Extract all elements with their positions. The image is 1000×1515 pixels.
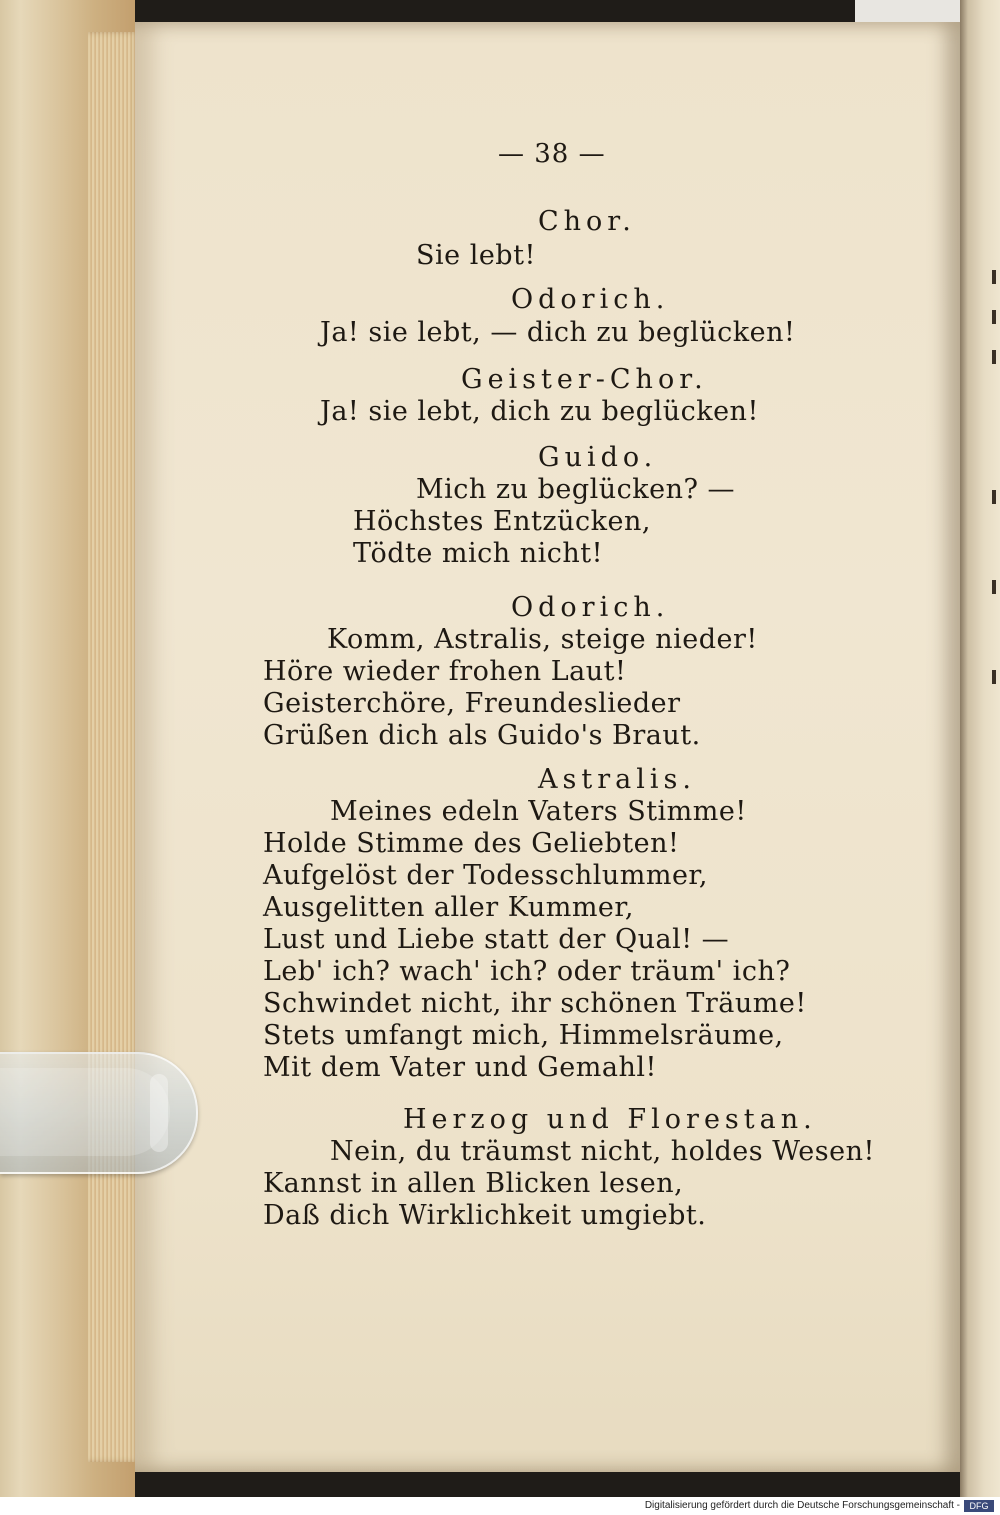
verse-line: Kannst in allen Blicken lesen, [263, 1168, 684, 1199]
speaker-heading: Guido. [538, 442, 658, 473]
verse-line: Lust und Liebe statt der Qual! — [263, 924, 730, 955]
verse-line: Leb' ich? wach' ich? oder träum' ich? [263, 956, 791, 987]
verse-line: Mit dem Vater und Gemahl! [263, 1052, 657, 1083]
background-corner [855, 0, 960, 22]
dfg-logo: DFG [964, 1500, 994, 1512]
verse-line: Geisterchöre, Freundeslieder [263, 688, 681, 719]
page-clip-inner [0, 1068, 170, 1156]
verse-line: Schwindet nicht, ihr schönen Träume! [263, 988, 807, 1019]
verse-line: Ja! sie lebt, dich zu beglücken! [320, 396, 759, 427]
verse-line: Daß dich Wirklichkeit umgiebt. [263, 1200, 707, 1231]
speaker-heading: Herzog und Florestan. [403, 1104, 817, 1135]
book-page [135, 22, 960, 1472]
verse-line: Tödte mich nicht! [353, 538, 603, 569]
page-number: — 38 — [498, 139, 606, 169]
verse-line: Nein, du träumst nicht, holdes Wesen! [330, 1136, 875, 1167]
verse-line: Grüßen dich als Guido's Braut. [263, 720, 701, 751]
verse-line: Ausgelitten aller Kummer, [263, 892, 634, 923]
verse-line: Höre wieder frohen Laut! [263, 656, 627, 687]
speaker-heading: Geister-Chor. [461, 364, 708, 395]
speaker-heading: Chor. [538, 206, 636, 237]
verse-line: Höchstes Entzücken, [353, 506, 651, 537]
verse-line: Stets umfangt mich, Himmelsräume, [263, 1020, 784, 1051]
verse-line: Meines edeln Vaters Stimme! [330, 796, 747, 827]
speaker-heading: Astralis. [538, 764, 696, 795]
page-clip-grip [150, 1074, 168, 1152]
page-clip [0, 1052, 198, 1174]
funding-credit: Digitalisierung gefördert durch die Deutsche Forschungsgemeinschaft - [644, 1500, 960, 1511]
verse-line: Mich zu beglücken? — [416, 474, 736, 505]
verse-line: Komm, Astralis, steige nieder! [327, 624, 758, 655]
verse-line: Holde Stimme des Geliebten! [263, 828, 680, 859]
verse-line: Sie lebt! [416, 240, 536, 271]
page-stack [88, 32, 140, 1462]
adjacent-page-marks [992, 250, 1000, 850]
speaker-heading: Odorich. [511, 592, 670, 623]
verse-line: Aufgelöst der Todesschlummer, [263, 860, 708, 891]
digitization-footer [0, 1497, 1000, 1515]
verse-line: Ja! sie lebt, — dich zu beglücken! [320, 317, 796, 348]
page-text [135, 22, 960, 1472]
speaker-heading: Odorich. [511, 284, 670, 315]
